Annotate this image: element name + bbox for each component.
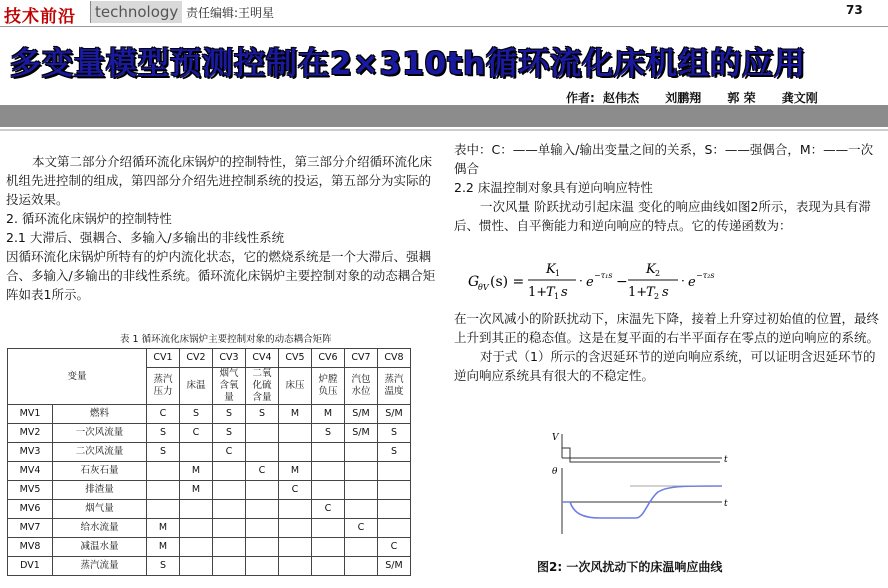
cv-name-cell: 蒸汽温度 — [378, 368, 411, 405]
paragraph: 因循环流化床锅炉所特有的炉内流化状态，它的燃烧系统是一个大滞后、强耦合、多输入/多输出的非线性系统。循环流化床锅炉主要控制对象的动态耦合矩阵如表1所示。 — [6, 249, 436, 302]
author-line — [566, 89, 840, 106]
coupling-cell — [378, 462, 411, 481]
cv-id-cell: CV1 — [147, 349, 180, 368]
coupling-cell — [180, 443, 213, 462]
cv-id-cell: CV7 — [345, 349, 378, 368]
cv-name-cell: 床温 — [180, 368, 213, 405]
cv-id-cell: CV8 — [378, 349, 411, 368]
svg-text:1: 1 — [555, 269, 561, 278]
coupling-cell: M — [279, 405, 312, 424]
mv-name-cell: 石灰石量 — [53, 462, 147, 481]
coupling-cell — [345, 462, 378, 481]
coupling-cell: S — [147, 424, 180, 443]
coupling-cell: S — [378, 443, 411, 462]
coupling-cell: C — [147, 405, 180, 424]
coupling-cell — [246, 424, 279, 443]
divider-line — [0, 129, 888, 131]
coupling-cell — [213, 500, 246, 519]
cv-name-cell: 炉膛负压 — [312, 368, 345, 405]
mv-name-cell: 一次风流量 — [53, 424, 147, 443]
mv-id-cell: MV4 — [8, 462, 53, 481]
svg-text:T: T — [546, 285, 555, 300]
coupling-cell — [213, 519, 246, 538]
svg-text:e: e — [688, 275, 696, 290]
coupling-cell: C — [279, 481, 312, 500]
author-label: 作者: — [566, 91, 595, 105]
svg-text:−τ₁s: −τ₁s — [594, 271, 613, 280]
svg-text:·: · — [579, 274, 583, 288]
table-row — [8, 519, 411, 538]
axis-label-t: t — [724, 499, 728, 509]
coupling-cell — [279, 424, 312, 443]
coupling-cell — [312, 462, 345, 481]
svg-text:1+: 1+ — [628, 285, 648, 300]
svg-text:−: − — [616, 274, 628, 290]
svg-text:K: K — [646, 262, 656, 277]
mv-id-cell: MV6 — [8, 500, 53, 519]
coupling-cell — [279, 500, 312, 519]
table-row — [8, 500, 411, 519]
mv-name-cell: 给水流量 — [53, 519, 147, 538]
subsection-heading: 2.1 大滞后、强耦合、多输入/多输出的非线性系统 — [6, 230, 285, 245]
axis-label-t: t — [724, 455, 728, 465]
coupling-cell — [345, 557, 378, 576]
coupling-cell: M — [180, 481, 213, 500]
table-header-row — [8, 349, 411, 368]
coupling-cell — [213, 481, 246, 500]
article-title: 多变量模型预测控制在2×310th循环流化床机组的应用 — [10, 46, 807, 82]
svg-text:2: 2 — [655, 269, 661, 278]
mv-id-cell: MV5 — [8, 481, 53, 500]
coupling-cell: M — [147, 538, 180, 557]
coupling-cell — [345, 500, 378, 519]
coupling-cell — [180, 557, 213, 576]
svg-text:G: G — [468, 274, 480, 290]
coupling-cell — [180, 500, 213, 519]
coupling-cell — [345, 538, 378, 557]
paragraph: 本文第二部分介绍循环流化床锅炉的控制特性，第三部分介绍循环流化床机组先进控制的组成，第四部分介绍先进控制系统的投运，第五部分为实际的投运效果。 — [6, 154, 433, 207]
coupling-cell — [213, 462, 246, 481]
svg-text:θV: θV — [478, 283, 489, 292]
coupling-cell — [378, 519, 411, 538]
cv-id-cell: CV2 — [180, 349, 213, 368]
author-name: 刘鹏翔 — [665, 91, 702, 105]
coupling-cell — [378, 500, 411, 519]
mv-id-cell: MV2 — [8, 424, 53, 443]
coupling-cell: S/M — [345, 405, 378, 424]
coupling-cell: S — [312, 424, 345, 443]
cv-name-cell: 汽包水位 — [345, 368, 378, 405]
coupling-cell: C — [180, 424, 213, 443]
svg-text:2: 2 — [654, 292, 660, 301]
mv-name-cell: 燃料 — [53, 405, 147, 424]
step-input-curve — [562, 448, 720, 462]
transfer-function-formula — [466, 256, 746, 304]
mv-name-cell: 烟气量 — [53, 500, 147, 519]
cv-id-cell: CV6 — [312, 349, 345, 368]
author-name: 郭 荣 — [727, 91, 756, 105]
table-row — [8, 538, 411, 557]
svg-text:e: e — [586, 275, 594, 290]
editor-credit: 责任编辑:王明星 — [186, 6, 275, 20]
coupling-cell: S — [246, 405, 279, 424]
svg-text:(s) =: (s) = — [490, 274, 525, 290]
mv-name-cell: 排渣量 — [53, 481, 147, 500]
coupling-cell — [312, 481, 345, 500]
cv-name-cell: 烟气含氧量 — [213, 368, 246, 405]
coupling-cell — [246, 538, 279, 557]
section-tag: technology — [90, 1, 182, 23]
cv-name-cell: 床压 — [279, 368, 312, 405]
coupling-cell — [213, 557, 246, 576]
divider-bar — [0, 105, 888, 127]
section-brand: 技术前沿 — [4, 7, 76, 27]
svg-text:1+: 1+ — [528, 285, 548, 300]
author-name: 龚文刚 — [781, 91, 818, 105]
coupling-cell — [180, 519, 213, 538]
svg-text:·: · — [681, 274, 685, 288]
coupling-cell — [345, 481, 378, 500]
cv-name-cell: 蒸汽压力 — [147, 368, 180, 405]
coupling-cell — [279, 538, 312, 557]
cv-id-cell: CV4 — [246, 349, 279, 368]
table-row — [8, 462, 411, 481]
coupling-cell: S — [147, 557, 180, 576]
mv-name-cell: 二次风流量 — [53, 443, 147, 462]
cv-id-cell: CV3 — [213, 349, 246, 368]
paragraph: 在一次风减小的阶跃扰动下，床温先下降，接着上升穿过初始值的位置，最终上升到其正的稳态值。这是在复平面的右半平面存在零点的逆向响应的系统。 — [454, 311, 880, 345]
coupling-cell: M — [147, 519, 180, 538]
coupling-cell: S — [147, 443, 180, 462]
mv-name-cell: 减温水量 — [53, 538, 147, 557]
coupling-cell — [279, 443, 312, 462]
mv-id-cell: MV7 — [8, 519, 53, 538]
coupling-cell: S — [213, 405, 246, 424]
mv-id-cell: MV1 — [8, 405, 53, 424]
cv-name-cell: 二氧化硫含量 — [246, 368, 279, 405]
mv-name-cell: 蒸汽流量 — [53, 557, 147, 576]
table-row — [8, 443, 411, 462]
coupling-cell — [312, 443, 345, 462]
page-header — [0, 0, 888, 27]
subsection-heading: 2.2 床温控制对象具有逆向响应特性 — [454, 180, 653, 195]
coupling-cell: C — [378, 538, 411, 557]
left-column — [6, 152, 436, 304]
coupling-cell — [279, 557, 312, 576]
table-row — [8, 481, 411, 500]
table-corner-cell: 变量 — [8, 349, 147, 405]
coupling-cell: S/M — [378, 405, 411, 424]
coupling-cell: C — [345, 519, 378, 538]
svg-text:s: s — [662, 285, 669, 300]
coupling-cell — [180, 538, 213, 557]
coupling-cell: M — [180, 462, 213, 481]
svg-text:1: 1 — [554, 292, 560, 301]
mv-id-cell: DV1 — [8, 557, 53, 576]
svg-text:K: K — [546, 262, 556, 277]
svg-text:s: s — [561, 285, 568, 300]
cv-id-cell: CV5 — [279, 349, 312, 368]
figure-caption: 图2: 一次风扰动下的床温响应曲线 — [537, 560, 723, 574]
axis-label-theta: θ — [552, 467, 558, 477]
coupling-cell — [312, 519, 345, 538]
paragraph: 对于式（1）所示的含迟延环节的逆向响应系统，可以证明含迟延环节的逆向响应系统具有很大的不稳定性。 — [454, 349, 876, 383]
coupling-cell — [312, 538, 345, 557]
table-row — [8, 557, 411, 576]
coupling-cell — [246, 519, 279, 538]
coupling-cell: S — [378, 424, 411, 443]
coupling-cell — [246, 443, 279, 462]
coupling-cell — [246, 557, 279, 576]
coupling-matrix-table — [7, 348, 411, 576]
table-caption: 表 1 循环流化床锅炉主要控制对象的动态耦合矩阵 — [120, 334, 332, 345]
mv-id-cell: MV8 — [8, 538, 53, 557]
page-number: 73 — [846, 3, 863, 17]
right-column-lower — [454, 309, 884, 385]
coupling-cell — [378, 481, 411, 500]
coupling-cell: M — [279, 462, 312, 481]
table-row — [8, 424, 411, 443]
axis-label-v: V — [552, 433, 559, 443]
coupling-cell: S — [213, 424, 246, 443]
mv-id-cell: MV3 — [8, 443, 53, 462]
coupling-cell — [147, 500, 180, 519]
right-column — [454, 140, 884, 235]
coupling-cell: C — [213, 443, 246, 462]
coupling-cell: C — [246, 462, 279, 481]
svg-text:−τ₂s: −τ₂s — [696, 271, 715, 280]
coupling-cell — [345, 443, 378, 462]
coupling-cell: S — [180, 405, 213, 424]
svg-text:T: T — [646, 285, 655, 300]
coupling-cell — [279, 519, 312, 538]
coupling-cell: S/M — [345, 424, 378, 443]
coupling-cell — [147, 462, 180, 481]
coupling-cell: S/M — [378, 557, 411, 576]
coupling-cell: M — [312, 405, 345, 424]
coupling-cell — [246, 481, 279, 500]
section-heading: 2. 循环流化床锅炉的控制特性 — [6, 211, 172, 226]
coupling-cell — [246, 500, 279, 519]
paragraph: 表中：C：——单输入/输出变量之间的关系，S：——强偶合，M：——一次偶合 — [454, 142, 874, 176]
response-curve-figure — [540, 430, 736, 550]
coupling-cell — [147, 481, 180, 500]
table-row — [8, 405, 411, 424]
author-name: 赵伟杰 — [603, 91, 640, 105]
coupling-cell: C — [312, 500, 345, 519]
paragraph: 一次风量 阶跃扰动引起床温 变化的响应曲线如图2所示，表现为具有滞后、惯性、自平衡能力和逆向响应的特点。它的传递函数为： — [454, 199, 871, 233]
coupling-cell — [213, 538, 246, 557]
coupling-cell — [312, 557, 345, 576]
